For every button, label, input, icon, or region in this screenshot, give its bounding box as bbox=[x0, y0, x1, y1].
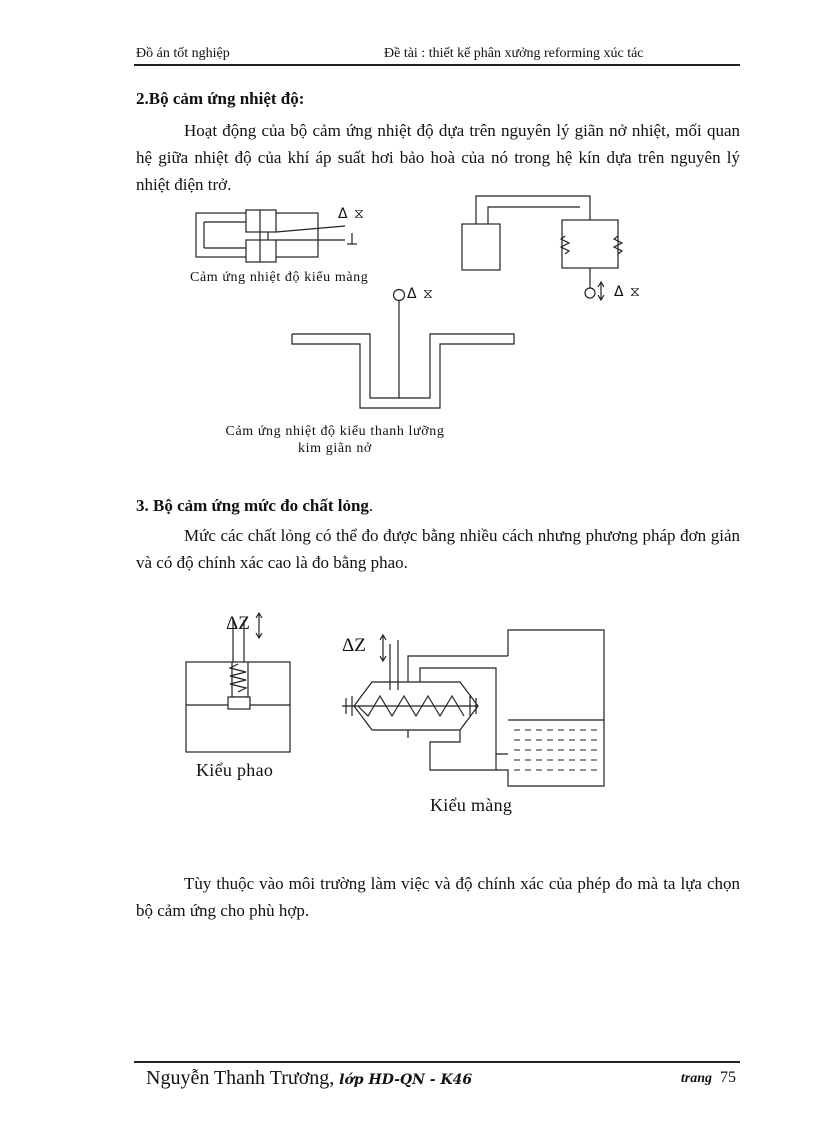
membrane-temp-sensor-diagram bbox=[196, 210, 357, 262]
delta-symbol: Δ bbox=[614, 284, 624, 300]
resistance-temp-sensor-diagram bbox=[462, 196, 622, 300]
header-left: Đồ án tốt nghiệp bbox=[136, 46, 230, 61]
delta-symbol: Δ bbox=[407, 286, 417, 302]
section2-heading: 2.Bộ cảm ứng nhiệt độ: bbox=[136, 89, 305, 108]
section2-paragraph: Hoạt động của bộ cảm ứng nhiệt độ dựa trên nguyên lý giãn nở nhiệt, mối quan hệ giữa nhiệt độ của khí áp suất hơi bảo hoà của nó trong hệ kín dựa trên nguyên lý nhiệt điện trở. bbox=[136, 121, 740, 194]
header-right: Đề tài : thiết kế phân xưởng reforming xúc tác bbox=[384, 46, 644, 61]
caption-membrane-temp: Cảm ứng nhiệt độ kiểu màng bbox=[190, 270, 369, 285]
membrane-level-sensor-diagram bbox=[342, 630, 604, 786]
caption-bimetal-line1: Cảm ứng nhiệt độ kiểu thanh lưỡng bbox=[225, 424, 445, 439]
section3-paragraph: Mức các chất lỏng có thể đo được bằng nhiều cách nhưng phương pháp đơn giản và có độ chính xác cao là đo bằng phao. bbox=[136, 526, 740, 572]
hourglass-icon: ⧖ bbox=[423, 286, 433, 302]
footer-rule bbox=[134, 1061, 740, 1063]
hourglass-icon: ⧖ bbox=[630, 284, 640, 300]
bimetal-temp-sensor-diagram bbox=[292, 290, 514, 409]
caption-membrane-level: Kiểu màng bbox=[430, 795, 513, 815]
closing-paragraph: Tùy thuộc vào môi trường làm việc và độ chính xác của phép đo mà ta lựa chọn bộ cảm ứng cho phù hợp. bbox=[136, 874, 740, 920]
hourglass-icon: ⧖ bbox=[354, 206, 364, 222]
delta-symbol: Δ bbox=[338, 206, 348, 222]
delta-z-label-float: ΔZ bbox=[226, 613, 250, 634]
section3-heading: 3. Bộ cảm ứng mức đo chất lỏng. bbox=[136, 496, 374, 515]
caption-float: Kiểu phao bbox=[196, 760, 274, 780]
caption-bimetal-line2: kim giãn nở bbox=[298, 441, 372, 456]
footer-page: trang 75 bbox=[680, 1069, 736, 1086]
delta-z-label-membrane: ΔZ bbox=[342, 635, 366, 656]
footer-author: Nguyễn Thanh Trương, lớp HD-QN - K46 bbox=[146, 1067, 473, 1089]
